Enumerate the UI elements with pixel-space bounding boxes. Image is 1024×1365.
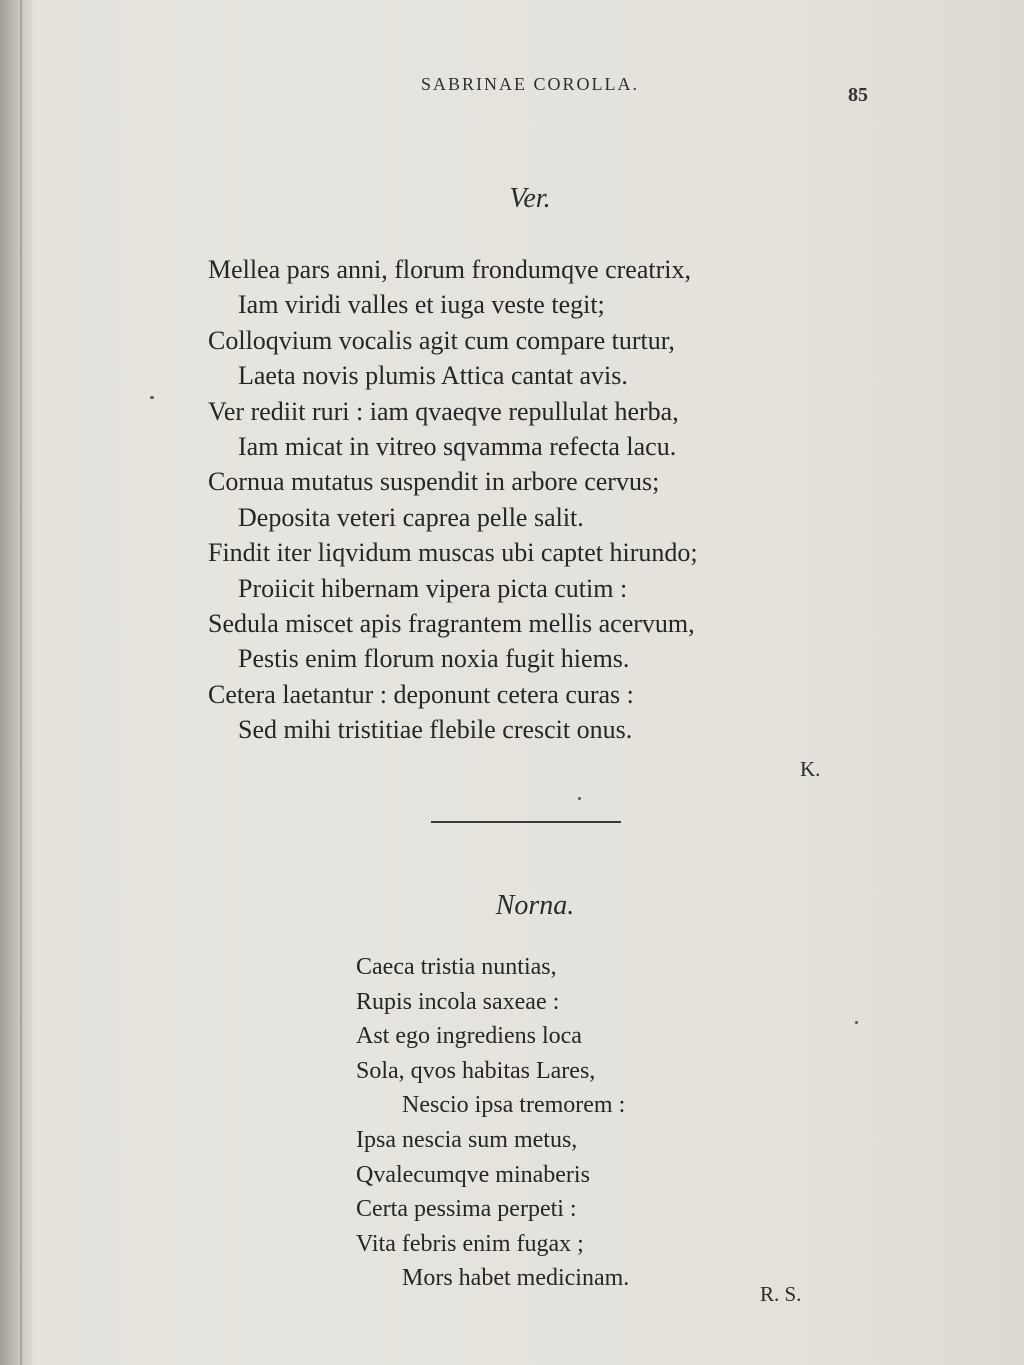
poem-line: Mellea pars anni, florum frondumqve creatrix, [208, 255, 691, 284]
poem-title-ver: Ver. [509, 183, 551, 214]
poem-line: Pestis enim florum noxia fugit hiems. [238, 644, 630, 674]
page-number: 85 [848, 84, 868, 106]
poem-line: Iam viridi valles et iuga veste tegit; [238, 290, 605, 320]
poem-line: Iam micat in vitreo sqvamma refecta lacu. [238, 431, 677, 461]
signature-k: K. [800, 757, 821, 781]
poem-ver [208, 252, 698, 747]
page-edge [20, 0, 22, 1365]
poem-line: Ast ego ingrediens loca [356, 1023, 582, 1050]
gutter-shadow [0, 0, 32, 1365]
poem-line: Proiicit hibernam vipera picta cutim : [238, 573, 628, 603]
poem-line: Rupis incola saxeae : [356, 988, 560, 1015]
poem-line: Laeta novis plumis Attica cantat avis. [238, 361, 628, 391]
signature-rs: R. S. [760, 1282, 802, 1306]
poem-line: Vita febris enim fugax ; [356, 1230, 584, 1257]
running-head: SABRINAE COROLLA. [420, 74, 639, 94]
poem-line: Sed mihi tristitiae flebile crescit onus. [238, 715, 633, 745]
poem-line: Deposita veteri caprea pelle salit. [238, 502, 584, 532]
section-separator [431, 821, 621, 823]
poem-line: Nescio ipsa tremorem : [402, 1092, 626, 1119]
paper-speck [150, 396, 154, 399]
poem-line: Findit iter liqvidum muscas ubi captet hirundo; [208, 538, 698, 568]
poem-title-norna: Norna. [495, 890, 575, 921]
poem-line: Ver rediit ruri : iam qvaeqve repullulat herba, [208, 396, 679, 426]
poem-line: Cornua mutatus suspendit in arbore cervus; [208, 467, 660, 497]
poem-line: Sola, qvos habitas Lares, [356, 1057, 596, 1084]
poem-line: Sedula miscet apis fragrantem mellis acervum, [208, 608, 695, 638]
poem-line: Cetera laetantur : deponunt cetera curas : [208, 679, 634, 709]
poem-line: Mors habet medicinam. [402, 1265, 630, 1292]
paper-speck [855, 1021, 858, 1024]
poem-norna [356, 950, 629, 1296]
poem-line: Caeca tristia nuntias, [356, 954, 557, 980]
paper-speck [578, 797, 581, 800]
poem-line: Colloqvium vocalis agit cum compare turtur, [208, 325, 675, 355]
poem-line: Qvalecumqve minaberis [356, 1161, 590, 1188]
poem-line: Ipsa nescia sum metus, [356, 1126, 578, 1153]
poem-line: Certa pessima perpeti : [356, 1196, 577, 1223]
